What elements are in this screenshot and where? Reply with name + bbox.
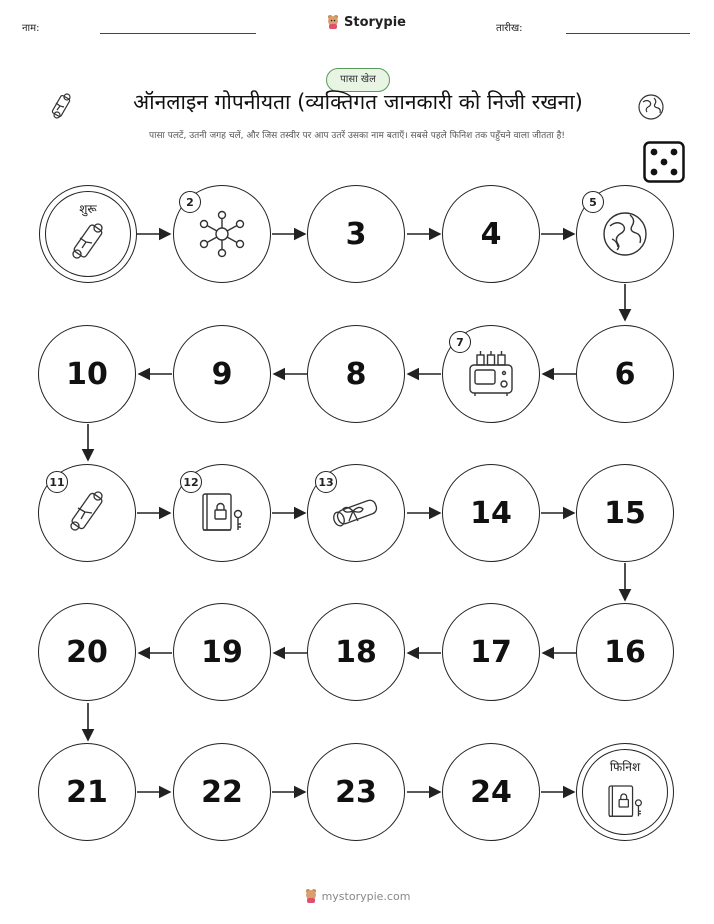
board-square-4[interactable] (442, 185, 540, 283)
square-number: 22 (201, 774, 243, 810)
board-square-20[interactable] (38, 603, 136, 701)
square-number: 21 (66, 774, 108, 810)
board-square-10[interactable] (38, 325, 136, 423)
square-number-badge: 11 (46, 471, 68, 493)
square-number-badge: 13 (315, 471, 337, 493)
brand-name: Storypie (344, 14, 406, 30)
board-square-14[interactable] (442, 464, 540, 562)
footer-url[interactable]: mystorypie.com (321, 889, 411, 903)
square-number: 8 (345, 356, 367, 392)
square-number: 24 (470, 774, 512, 810)
date-label: तारीख: (496, 23, 523, 34)
board-square-23[interactable] (307, 743, 405, 841)
board-square-19[interactable] (173, 603, 271, 701)
board-square-9[interactable] (173, 325, 271, 423)
name-label: नाम: (22, 23, 40, 34)
square-number: 4 (480, 216, 502, 252)
square-number: 6 (614, 356, 636, 392)
square-number-badge: 7 (449, 331, 471, 353)
board-square-16[interactable] (576, 603, 674, 701)
board-square-21[interactable] (38, 743, 136, 841)
board-square-24[interactable] (442, 743, 540, 841)
square-number: 23 (335, 774, 377, 810)
board-square-finish[interactable] (576, 743, 674, 841)
board-square-8[interactable] (307, 325, 405, 423)
diploma-icon (329, 491, 383, 535)
board-square-18[interactable] (307, 603, 405, 701)
square-number: 3 (345, 216, 367, 252)
board-square-17[interactable] (442, 603, 540, 701)
scroll-icon (67, 221, 109, 265)
locked-book-icon (604, 781, 646, 823)
square-number: 19 (201, 634, 243, 670)
footer (0, 888, 714, 904)
square-number-badge: 5 (582, 191, 604, 213)
square-number: 18 (335, 634, 377, 670)
network-icon (197, 209, 247, 259)
board-square-6[interactable] (576, 325, 674, 423)
globe-icon (600, 209, 650, 259)
locked-book-icon (197, 488, 247, 538)
board-square-start[interactable] (39, 185, 137, 283)
square-number: 14 (470, 495, 512, 531)
start-label: शुरू (79, 202, 97, 216)
square-number: 20 (66, 634, 108, 670)
game-type-tag: पासा खेल (326, 68, 390, 92)
board-square-15[interactable] (576, 464, 674, 562)
square-number: 10 (66, 356, 108, 392)
square-number: 15 (604, 495, 646, 531)
scroll-icon (64, 489, 110, 537)
square-number: 17 (470, 634, 512, 670)
router-icon (465, 349, 517, 399)
finish-label: फिनिश (609, 760, 641, 774)
instructions: पासा पलटें, उतनी जगह चलें, और जिस तस्वीर पर आप उतरें उसका नाम बताएँ। सबसे पहले फिनिश तक पहुँचने वाला जीतता है! (149, 131, 565, 141)
square-number-badge: 12 (180, 471, 202, 493)
board-square-22[interactable] (173, 743, 271, 841)
square-number: 16 (604, 634, 646, 670)
bear-mascot-icon (304, 888, 318, 904)
page-title: ऑनलाइन गोपनीयता (व्यक्तिगत जानकारी को निजी रखना) (133, 90, 583, 114)
board-square-3[interactable] (307, 185, 405, 283)
square-number: 9 (211, 356, 233, 392)
square-number-badge: 2 (179, 191, 201, 213)
